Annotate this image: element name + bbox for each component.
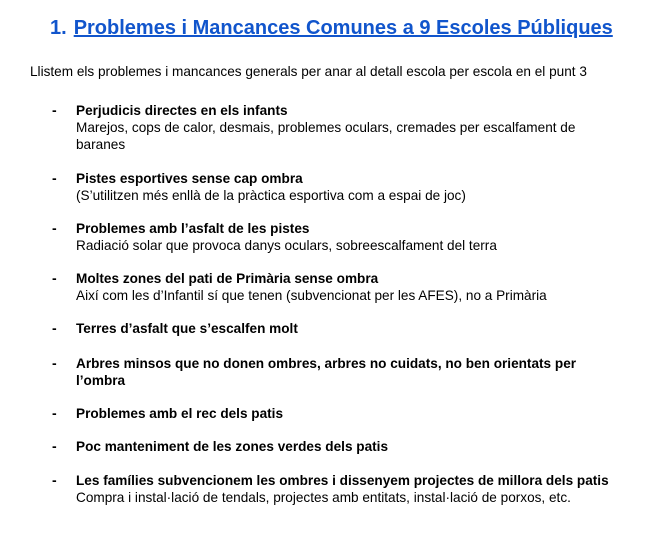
bullet-dash: - — [52, 405, 57, 421]
bullet-dash: - — [52, 320, 57, 336]
item-description: (S’utilitzen més enllà de la pràctica esportiva com a espai de joc) — [76, 188, 466, 203]
item-description: Marejos, cops de calor, desmais, problemes oculars, cremades per escalfament de baranes — [76, 120, 576, 152]
item-title: Pistes esportives sense cap ombra — [76, 171, 303, 186]
intro-paragraph: Llistem els problemes i mancances generals per anar al detall escola per escola en el punt 3 — [30, 64, 587, 79]
item-title: Perjudicis directes en els infants — [76, 103, 288, 118]
item-title: Arbres minsos que no donen ombres, arbres no cuidats, no ben orientats per l’ombra — [76, 356, 577, 388]
item-title: Poc manteniment de les zones verdes dels patis — [76, 439, 389, 454]
bullet-dash: - — [52, 270, 57, 286]
item-title: Terres d’asfalt que s’escalfen molt — [76, 321, 298, 336]
item-description: Compra i instal·lació de tendals, projectes amb entitats, instal·lació de porxos, etc. — [76, 490, 571, 505]
bullet-dash: - — [52, 220, 57, 236]
section-title-link[interactable]: Problemes i Mancances Comunes a 9 Escoles Públiques — [73, 17, 613, 39]
bullet-dash: - — [52, 438, 57, 454]
bullet-dash: - — [52, 170, 57, 186]
item-description: Així com les d’Infantil sí que tenen (subvencionat per les AFES), no a Primària — [76, 288, 547, 303]
bullet-dash: - — [52, 472, 57, 488]
bullet-dash: - — [52, 355, 57, 371]
section-heading — [50, 14, 613, 42]
item-description: Radiació solar que provoca danys oculars, sobreescalfament del terra — [76, 238, 497, 253]
item-title: Moltes zones del pati de Primària sense ombra — [76, 271, 379, 286]
item-title: Problemes amb el rec dels patis — [76, 406, 284, 421]
bullet-dash: - — [52, 102, 57, 118]
item-title: Les famílies subvencionem les ombres i dissenyem projectes de millora dels patis — [76, 473, 609, 488]
section-number: 1. — [50, 17, 67, 39]
item-title: Problemes amb l’asfalt de les pistes — [76, 221, 310, 236]
